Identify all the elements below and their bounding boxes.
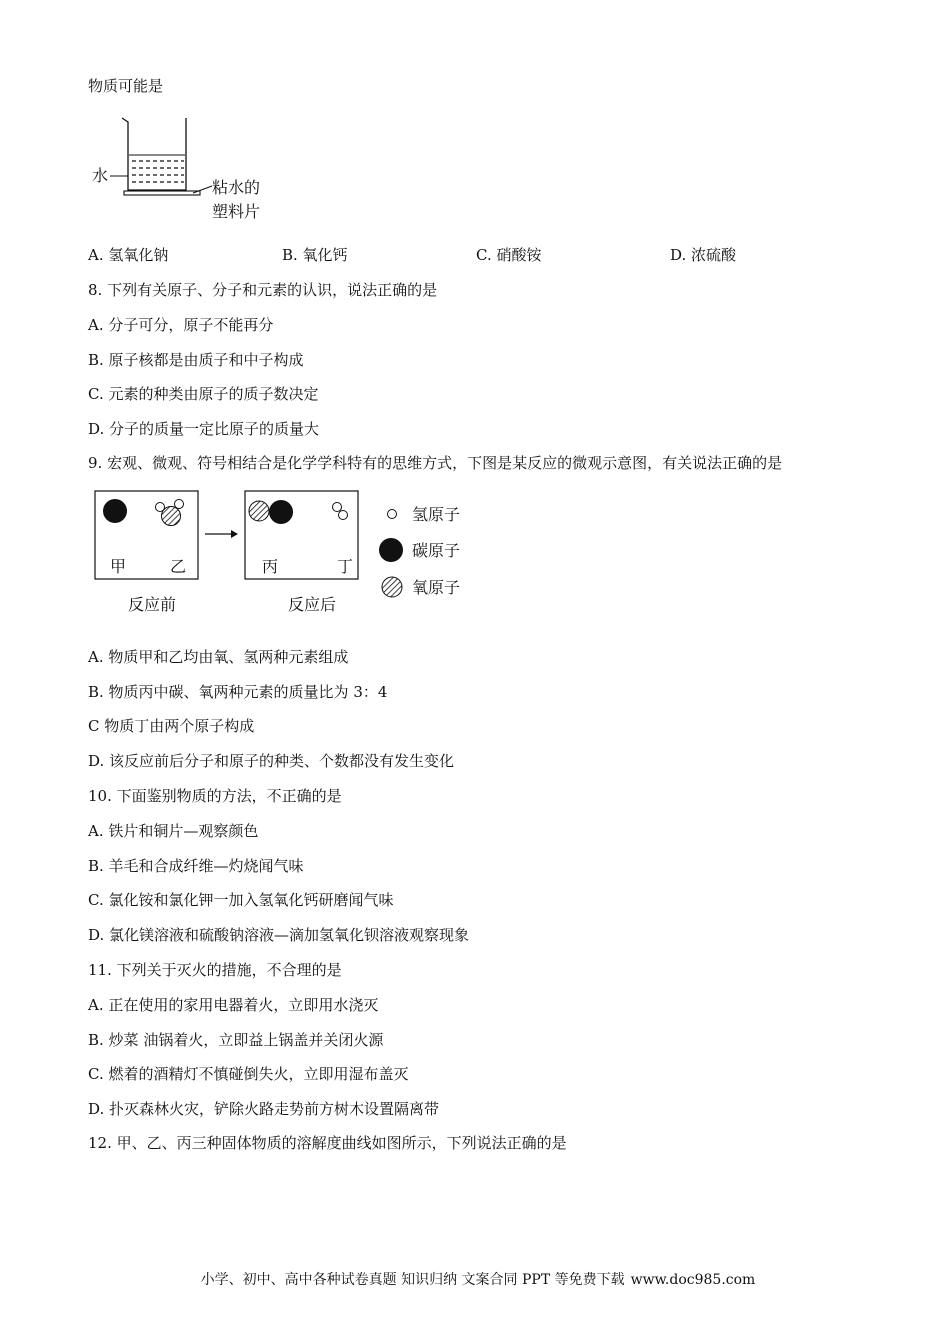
q12-stem: 12. 甲、乙、丙三种固体物质的溶解度曲线如图所示，下列说法正确的是 bbox=[88, 1134, 567, 1152]
plate-label-line2: 塑料片 bbox=[212, 202, 261, 221]
carbon-atom-icon bbox=[103, 499, 127, 523]
q7-option-a: A. 氢氧化钠 bbox=[88, 246, 169, 264]
intro-line: 物质可能是 bbox=[88, 77, 164, 95]
legend-carbon-label: 碳原子 bbox=[412, 541, 461, 560]
q10-option-a: A. 铁片和铜片—观察颜色 bbox=[88, 822, 259, 840]
q9-option-b: B. 物质丙中碳、氧两种元素的质量比为 3：4 bbox=[88, 683, 388, 701]
label-jia: 甲 bbox=[110, 557, 127, 576]
q8-option-b: B. 原子核都是由质子和中子构成 bbox=[88, 351, 304, 369]
label-yi: 乙 bbox=[170, 557, 187, 576]
q8-option-d: D. 分子的质量一定比原子的质量大 bbox=[88, 420, 320, 438]
q8-option-a: A. 分子可分，原子不能再分 bbox=[88, 316, 274, 334]
q10-option-c: C. 氯化铵和氯化钾一加入氢氧化钙研磨闻气味 bbox=[88, 891, 394, 909]
q10-option-b: B. 羊毛和合成纤维—灼烧闻气味 bbox=[88, 857, 304, 875]
q11-option-c: C. 燃着的酒精灯不慎碰倒失火，立即用湿布盖灭 bbox=[88, 1065, 409, 1083]
q9-option-d: D. 该反应前后分子和原子的种类、个数都没有发生变化 bbox=[88, 752, 455, 770]
q10-option-d: D. 氯化镁溶液和硫酸钠溶液—滴加氢氧化钡溶液观察现象 bbox=[88, 926, 470, 944]
q11-stem: 11. 下列关于灭火的措施，不合理的是 bbox=[88, 961, 342, 979]
q11-option-a: A. 正在使用的家用电器着火，立即用水浇灭 bbox=[88, 996, 379, 1014]
legend-oxygen-label: 氧原子 bbox=[412, 578, 461, 597]
caption-after: 反应后 bbox=[288, 595, 337, 614]
legend-hydrogen-icon bbox=[388, 510, 397, 519]
label-ding: 丁 bbox=[337, 557, 354, 576]
q9-option-c: C 物质丁由两个原子构成 bbox=[88, 717, 255, 735]
reaction-diagram bbox=[88, 486, 478, 621]
q11-option-d: D. 扑灭森林火灾，铲除火路走势前方树木设置隔离带 bbox=[88, 1100, 440, 1118]
q9-option-a: A. 物质甲和乙均由氧、氢两种元素组成 bbox=[88, 648, 349, 666]
water-molecule-icon bbox=[156, 500, 184, 526]
plate-label-line1: 粘水的 bbox=[212, 178, 261, 197]
water-label: 水 bbox=[92, 166, 109, 185]
q8-option-c: C. 元素的种类由原子的质子数决定 bbox=[88, 385, 319, 403]
co-molecule-icon bbox=[249, 500, 293, 524]
legend-carbon-icon bbox=[379, 538, 403, 562]
footer-link[interactable]: www.doc985.com bbox=[630, 1272, 756, 1288]
q7-option-b: B. 氧化钙 bbox=[282, 246, 348, 264]
beaker-figure bbox=[88, 113, 278, 228]
q7-option-d: D. 浓硫酸 bbox=[670, 246, 737, 264]
beaker-icon bbox=[110, 118, 212, 195]
label-bing: 丙 bbox=[262, 557, 279, 576]
q10-stem: 10. 下面鉴别物质的方法，不正确的是 bbox=[88, 787, 342, 805]
q9-stem: 9. 宏观、微观、符号相结合是化学学科特有的思维方式，下图是某反应的微观示意图，有关说法正确的是 bbox=[88, 454, 783, 472]
legend-oxygen-icon bbox=[382, 577, 402, 597]
q11-option-b: B. 炒菜 油锅着火，立即益上锅盖并关闭火源 bbox=[88, 1031, 384, 1049]
q8-stem: 8. 下列有关原子、分子和元素的认识，说法正确的是 bbox=[88, 281, 438, 299]
caption-before: 反应前 bbox=[128, 595, 177, 614]
page-footer bbox=[0, 1269, 950, 1289]
legend-hydrogen-label: 氢原子 bbox=[412, 505, 461, 524]
hydrogen-molecule-icon bbox=[333, 503, 348, 520]
q7-option-c: C. 硝酸铵 bbox=[476, 246, 542, 264]
footer-text: 小学、初中、高中各种试卷真题 知识归纳 文案合同 PPT 等免费下载 bbox=[200, 1272, 625, 1288]
